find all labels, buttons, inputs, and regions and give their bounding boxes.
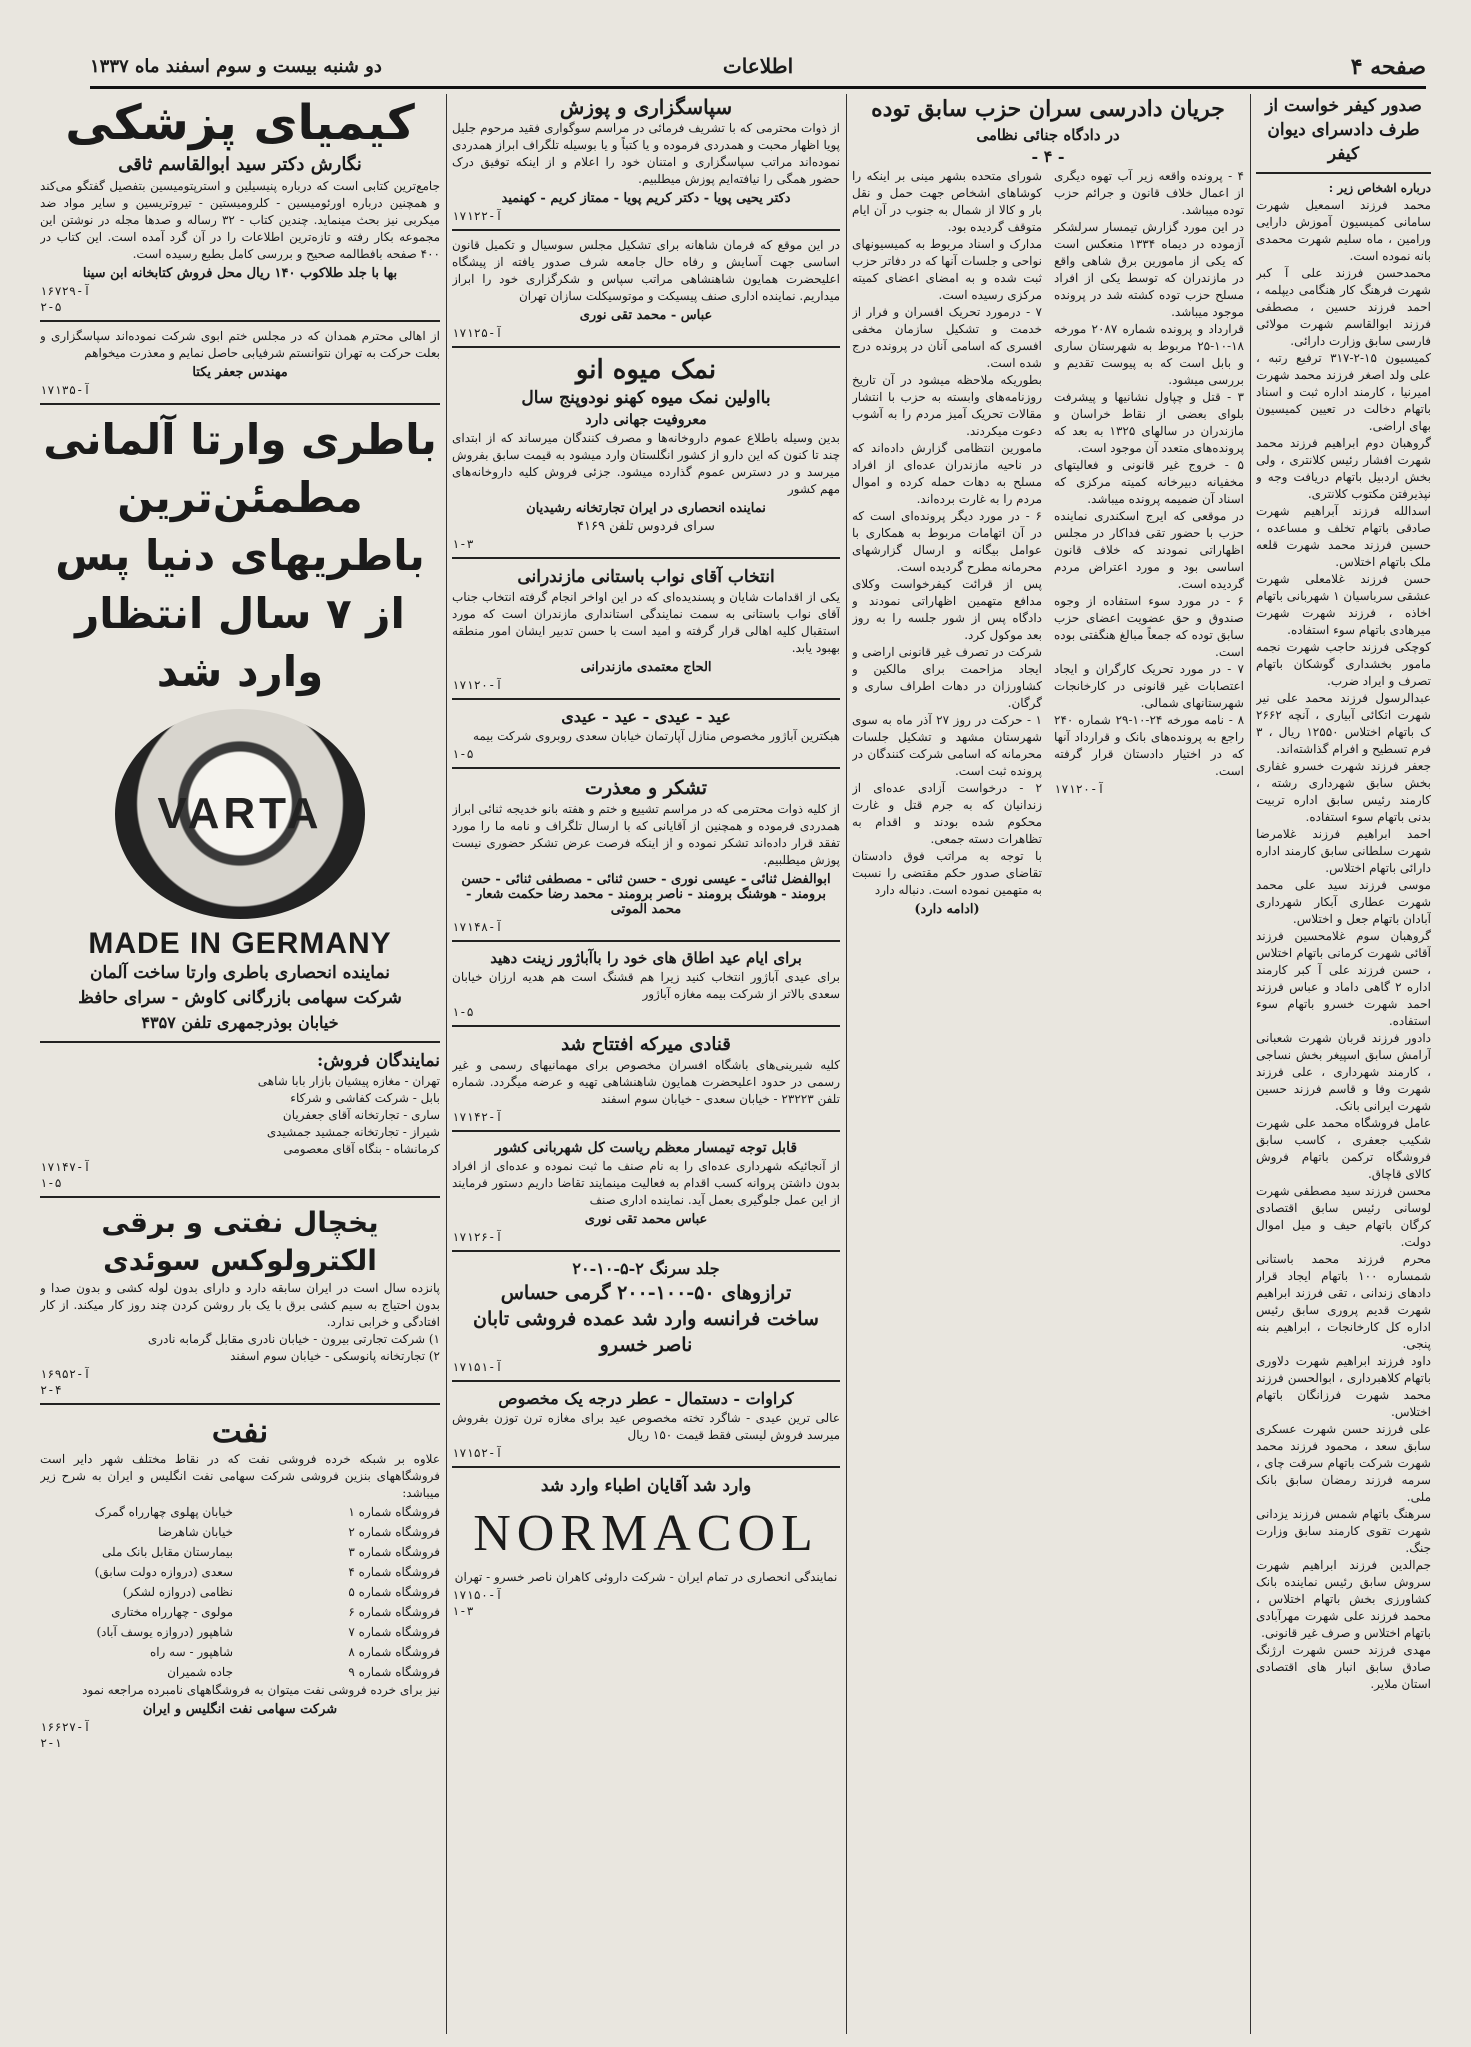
ad-code: ۱۷۱۳۵-آ (40, 383, 91, 397)
ad-code: ۲-۵ (40, 300, 62, 314)
station-location: شاهپور (دروازه یوسف آباد) (96, 1625, 233, 1639)
ad-code: ۱-۵ (40, 1176, 62, 1190)
ad-gratitude-apology (452, 94, 840, 223)
paragraph: در موقعی که ایرج اسکندری نماینده حزب با حضور تقی فداکار در مجلس اظهاراتی نمودند که خلاف قانون اساسی بود و مورد اعتراض مردم گردیده است. (1054, 509, 1244, 591)
station-name: فروشگاه شماره ۸ (348, 1645, 440, 1659)
ad-tagline: معروفیت جهانی دارد (585, 412, 707, 428)
ad-signature: مهندس جعفر یکتا (192, 365, 288, 380)
column-rule (1250, 94, 1251, 2034)
station-name: فروشگاه شماره ۱ (348, 1505, 440, 1519)
ad-signature: نماینده انحصاری در ایران تجارتخانه رشیدیان (526, 501, 766, 516)
station-location: جاده شمیران (167, 1665, 233, 1679)
ad-varta-battery (40, 411, 440, 1035)
ad-title: برای ایام عید اطاق های خود را باآباژور زینت دهید (490, 949, 802, 967)
ad-signature: عباس - محمد تقی نوری (579, 308, 713, 323)
ad-electrolux-fridge (40, 1204, 440, 1397)
ad-text: برای عیدی آباژور انتخاب کنید زیرا هم قشنگ است هم هدیه ارزان خیابان سعدی بالاتر از شرکت بیمه مغازه آباژور (452, 970, 840, 1001)
newspaper-title: اطلاعات (722, 54, 794, 78)
ad-address: سرای فردوس تلفن ۴۱۶۹ (577, 519, 715, 534)
paragraph: مامورین انتظامی گزارش داده‌اند که در ناحیه مازندران عده‌ای از افراد مسلح به دهات حمله کرده و اموال مردم را به غارت برده‌اند. (852, 441, 1042, 506)
ad-code: ۱۶۹۵۲-آ (40, 1367, 91, 1381)
ad-signature: عباس محمد تقی نوری (584, 1212, 708, 1227)
trial-headline: جریان دادرسی سران حزب سابق توده (871, 96, 1225, 122)
ad-text: جامع‌ترین کتابی است که درباره پنیسیلین و استرپتومیسین بتفصیل گفتگو می‌کند و همچنین درباره اورئومیسین - کلرومیستین - تیروتریسین و سایر مواد ضد میکربی نیز بحث مینماید. چندین کتاب - ۳۲ رساله و صدها مجله در نوشتن این مجموعه بکار رفته و تازه‌ترین اطلاعات را در آن گرد آمده است. این کتاب در ۴۰۰ صفحه بافطالمه صحیح و بررسی کامل بطبع رسیده است. (40, 179, 440, 261)
ad-confectionery (452, 1033, 840, 1124)
ad-text: از کلیه ذوات محترمی که در مراسم تشییع و ختم و هفته بانو خدیجه ثنائی ابراز همدردی فرموده و همچنین از آقایانی که با ارسال تلگراف و نامه ما را مورد تفقد قرار داده‌اند تشکر نموده و از اینکه فرصت عرض تشکر حضوری نیست پوزش میطلبیم. (452, 802, 840, 867)
ad-signature: دکتر یحیی پویا - دکتر کریم پویا - ممتاز کریم - کهنمید (501, 191, 791, 206)
paragraph: گروهبان دوم ابراهیم فرزند محمد شهرت افشار رئیس کلانتری ، ولی بخش اردبیل باتهام دریافت وجه و نپذیرفتن مکتوب کلانتری. (1256, 436, 1431, 501)
paragraph: بطوریکه ملاحظه میشود در آن تاریخ روزنامه‌های وابسته به حزب با انتشار مقالات تحریک آمیز مردم را به آشوب دعوت میکردند. (852, 373, 1042, 438)
paragraph: کوچکی فرزند حاجب شهرت نجمه مامور بخشداری گوشکان باتهام تصرف و ایراد ضرب. (1256, 640, 1431, 688)
ad-author: نگارش دکتر سید ابوالقاسم ثاقی (118, 154, 362, 175)
ad-line: نماینده انحصاری باطری وارتا ساخت آلمان (89, 963, 391, 983)
station-location: شاهپور - سه راه (149, 1645, 233, 1659)
station-location: خیابان پهلوی چهارراه گمرک (94, 1505, 233, 1519)
ad-text: یکی از اقدامات شایان و پسندیده‌ای که در این اواخر انجام گرفته انتخاب جناب آقای نواب باستانی به سمت نمایندگی استانداری مازندران است که مورد استقبال کلیه اهالی قرار گرفته و امید است با حسن تدبیر ایشان امور منطقه بهبود یابد. (452, 590, 840, 655)
ad-code: ۱۷۱۵۱-آ (452, 1360, 503, 1374)
column-classifieds (452, 94, 840, 2034)
ad-code: ۱۷۱۵۰-آ (452, 1588, 503, 1602)
trial-subcolumn-right (1054, 168, 1244, 920)
ad-title: نمایندگان فروش: (317, 1051, 440, 1071)
paragraph: ۷ - درمورد تحریک افسران و فرار از خدمت و تشکیل سازمان مخفی افسری که اسامی آنان در پرونده درج شده است. (852, 305, 1042, 370)
paragraph: ۲ - درخواست آزادی عده‌ای از زندانیان که به جرم قتل و غارت محکوم شده بودند و اقدام به تظاهرات دسته جمعی. (852, 781, 1042, 846)
ad-code: ۱۷۱۴۷-آ (40, 1160, 91, 1174)
paragraph: ۱ - حرکت در روز ۲۷ آذر ماه به سوی شهرستان مشهد و تشکیل جلسات محرمانه که اسامی شرکت کنندگان در پرونده ثبت است. (852, 713, 1042, 778)
ad-code: ۱۷۱۲۰-آ (452, 678, 503, 692)
paragraph: احمد ابراهیم فرزند غلامرضا شهرت سلطانی سابق کارمند اداره دارائی باتهام اختلاس. (1256, 827, 1431, 875)
ad-code: ۱۷۱۲۶-آ (452, 1230, 503, 1244)
ad-text: هبکترین آباژور مخصوص منازل آپارتمان خیابان سعدی روبروی شرکت بیمه (473, 729, 840, 743)
paragraph: محمدحسن فرزند علی آ کبر شهرت فرهنگ کار هنگامی دیپلمه ، احمد فرزند حسین ، مصطفی فرزند ابوالقاسم شهرت مولائی فارسی سابق وزارت دارائی. (1256, 266, 1431, 348)
list-item: بابل - شرکت کفاشی و شرکاء (290, 1091, 440, 1105)
ad-title: وارد شد آقایان اطباء وارد شد (540, 1476, 752, 1496)
ad-note: نیز برای خرده فروشی نفت میتوان به فروشگاههای نامبرده مراجعه نمود (82, 1683, 440, 1697)
column-rule (446, 94, 447, 2034)
ad-signature: ابوالفضل ثنائی - عیسی نوری - حسن ثنائی - مصطفی ثنائی - حسن برومند - هوشنگ برومند - ناصر برومند - محمد رضا حکمت شعار - محمد الموتی (461, 872, 831, 917)
ad-text: پانزده سال است در ایران سابقه دارد و دارای بدون لوله کشی و بدون صدا و بدون احتیاج به سیم کشی برق با یک بار روشن کردن چند روز کار میکند. از کار افتادگی و خرابی ندارد. (40, 1281, 440, 1329)
ad-election-mazandaran (452, 565, 840, 692)
trial-part-number: - ۴ - (1031, 147, 1065, 166)
ad-title: کراوات - دستمال - عطر درجه یک مخصوص (498, 1389, 794, 1408)
ad-title: قنادی میرکه افتتاح شد (561, 1034, 731, 1055)
ad-medical-chemistry-book (40, 94, 440, 314)
ad-title: نفت (211, 1412, 269, 1450)
station-name: فروشگاه شماره ۴ (348, 1565, 440, 1579)
paragraph: ۵ - خروج غیر قانونی و فعالیتهای مخفیانه دبیرخانه کمیته مرکزی که اسناد آن ضمیمه پرونده میباشد. (1054, 458, 1244, 506)
ad-text: از ذوات محترمی که با تشریف فرمائی در مراسم سوگواری فقید مرحوم جلیل پویا اظهار محبت و همدردی فرموده و یا کتباً و یا بوسیله تلگراف ابراز همدردی نموده‌اند مراتب سپاسگزاری و امتنان خود را اعلام و از اینکه توفیق درک حضور همگی را نیافته‌ایم پوزش میطلبیم. (452, 121, 840, 186)
station-name: فروشگاه شماره ۵ (348, 1585, 440, 1599)
paragraph: ۶ - در مورد سوء استفاده از وجوه صندوق و حق عضویت اعضای حزب سابق توده که جمعاً مبالغ هنگفتی بوده است. (1054, 594, 1244, 659)
column-trial-article (852, 94, 1244, 2034)
ad-police-notice (452, 1138, 840, 1244)
ad-sales-agents (40, 1049, 440, 1190)
paragraph: با توجه به مراتب فوق دادستان تقاضای صدور حکم مقتضی را نسبت به متهمین نموده است. دنباله دارد (852, 849, 1042, 897)
ad-title: سپاسگزاری و پوزش (559, 95, 733, 119)
paragraph: پس از قرائت کیفرخواست وکلای مدافع متهمین اظهاراتی نمودند و دادگاه پس از شور جلسه را به روز بعد موکول کرد. (852, 577, 1042, 642)
ad-oil-company (40, 1411, 440, 1750)
station-location: نظامی (دروازه لشکر) (122, 1585, 233, 1599)
ad-line: جلد سرنگ ۲-۵-۱۰-۲۰ (572, 1259, 720, 1278)
station-name: فروشگاه شماره ۷ (348, 1625, 440, 1639)
list-item: ساری - تجارتخانه آقای جعفریان (282, 1108, 440, 1122)
ad-code: ۲-۱ (40, 1736, 62, 1750)
paragraph: ۸ - نامه مورخه ۲۴-۱۰-۲۹ شماره ۲۴۰ راجع به پرونده‌های بانک و قرارداد آنها که در اختیار دادستان قرار گرفته است. (1054, 713, 1244, 778)
column-indictments (1256, 94, 1431, 2034)
ad-royal-decree-thanks (452, 237, 840, 340)
station-location: خیابان شاهرضا (158, 1525, 233, 1539)
paragraph: کمیسیون ۱۵-۲-۳۱۷ ترفیع رتبه ، علی ولد اصغر فرزند محمد شهرت امیرنیا ، کارمند اداره ثبت و اسناد باتهام دخالت در تعیین کمیسیون بهای اراضی. (1256, 351, 1431, 433)
paragraph: قرارداد و پرونده شماره ۲۰۸۷ مورخه ۱۸-۱۰-۲۵ مربوط به شهرستان ساری و بابل است که به پیوست تقدیم و بررسی میشود. (1054, 322, 1244, 387)
ad-line: ساخت فرانسه وارد شد عمده فروشی تابان (473, 1308, 819, 1330)
column-display-ads (40, 94, 440, 2034)
paragraph: محرم فرزند محمد باستانی شمساره ۱۰۰ باتهام ایجاد قرار دادهای زندانی ، تقی فرزند ابراهیم شهرت قدیم پروری سابق رئیس اداره کل کارخانجات ، ابراهیم بنه پنجی. (1256, 1252, 1431, 1351)
list-item: کرمانشاه - بنگاه آقای معصومی (283, 1142, 440, 1156)
ad-address: نمایندگی انحصاری در تمام ایران - شرکت داروئی کاهران ناصر خسرو - تهران (454, 1570, 838, 1584)
list-item: شیراز - تجارتخانه جمشید جمشیدی (266, 1125, 440, 1139)
ad-code: ۱۷۱۲۰-آ (1054, 782, 1105, 796)
paragraph: عامل فروشگاه محمد علی شهرت شکیب جعفری ، کاسب سابق فروشگاه ترکمن باتهام فروش کالای قاچاق. (1256, 1116, 1431, 1181)
ad-code: ۱-۵ (452, 747, 474, 761)
ad-syringes-scales (452, 1258, 840, 1374)
paragraph: گروهبان سوم غلامحسین فرزند آقائی شهرت کرمانی باتهام اختلاس ، حسن فرزند علی آ کبر کارمند اداره ۲ گاهی داماد و عباس فرزند احمد شهرت خسرو باتهام سوء استفاده. (1256, 929, 1431, 1028)
continued-note: (ادامه دارد) (914, 902, 980, 917)
ad-code: ۱۷۱۲۲-آ (452, 209, 503, 223)
ad-line: ترازوهای ۵۰-۱۰۰-۲۰۰ گرمی حساس (500, 1282, 792, 1304)
ad-signature: الحاج معتمدی مازندرانی (580, 660, 712, 675)
varta-logo: VARTA (157, 789, 323, 838)
ad-line: ناصر خسرو (599, 1334, 693, 1356)
station-name: فروشگاه شماره ۲ (348, 1525, 440, 1539)
ad-text: کلیه شیرینی‌های باشگاه افسران مخصوص برای مهمانیهای رسمی و غیر رسمی در حدود اعلیحضرت همایون شاهنشاهی تهیه و عرضه میگردد. شماره تلفن ۲۳۲۲۳ - خیابان سعدی - خیابان سوم اسفند (452, 1058, 840, 1106)
ad-text: در این موقع که فرمان شاهانه برای تشکیل مجلس سوسیال و تکمیل قانون اساسی جهت آسایش و رفاه حال جامعه شرف صدور یافته از پیشگاه اعلیحضرت همایون شاهنشاهی مراتب سپاس و شکرگزاری خود را ابراز میداریم. نماینده اداری صنف پیسیکت و موتوسیکلت سازان تهران (452, 238, 840, 303)
ad-lampshade (452, 948, 840, 1019)
paragraph: ۴ - پرونده واقعه زیر آب تهوه دیگری از اعمال خلاف قانون و جرائم حزب توده میباشد. (1054, 169, 1244, 217)
station-location: سعدی (دروازه دولت سابق) (94, 1565, 233, 1579)
paragraph: سرهنگ باتهام شمس فرزند یزدانی شهرت تقوی کارمند سابق وزارت جنگ. (1256, 1507, 1431, 1555)
ad-address: ۱) شرکت تجارتی بیرون - خیابان نادری مقابل گرمابه نادری (147, 1332, 440, 1346)
paragraph: ۷ - در مورد تحریک کارگران و ایجاد اعتصابات غیر قانونی در کارخانجات شهرستانهای شمالی. (1054, 662, 1244, 710)
masthead (90, 48, 1426, 89)
varta-headline: باطری وارتا آلمانی مطمئن‌ترین باطریهای دنیا پس از ۷ سال انتظار وارد شد (43, 415, 437, 696)
station-list (40, 1502, 440, 1682)
ad-title: تشکر و معذرت (585, 777, 707, 799)
ad-text: علاوه بر شبکه خرده فروشی نفت که در نقاط مختلف شهر دایر است فروشگاههای بنزین فروشی شرکت سهامی نفت انگلیس و ایران به شرح زیر میباشد: (40, 1452, 440, 1500)
paragraph: علی فرزند حسن شهرت عسکری سابق سعد ، محمود فرزند محمد شهرت شرکت باتهام سرقت چای ، سرمه فرزند رمضان سابق بانک ملی. (1256, 1422, 1431, 1504)
paragraph: داود فرزند ابراهیم شهرت دلاوری باتهام کلاهبرداری ، ابوالحسن فرزند محمد شهرت فرزانگان باتهام اختلاس. (1256, 1354, 1431, 1419)
paragraph: دادور فرزند قربان شهرت شعبانی آرامش سابق اسپیغر بخش نساجی ، کارمند شهرداری ، علی فرزند شهرت وفا و قاسم فرزند حسین شهرت ایرانی بانک. (1256, 1031, 1431, 1113)
ad-title: انتخاب آقای نواب باستانی مازندرانی (517, 567, 775, 587)
paragraph: شورای متحده بشهر مینی بر اینکه را کوشاهای اشخاص جهت حمل و نقل بار و کالا از شمال به جنوب در آن ایام متوقف گردیده بود. (852, 169, 1042, 234)
ad-text: از آنجائیکه شهرداری عده‌ای را به نام صنف ما ثبت نموده و عده‌ای از افراد بدون داشتن پروانه کسب اقدام به فعالیت مینمایند تقاضا داریم دستور فرمایند از این عمل جلوگیری بعمل آید. نماینده اداری صنف (452, 1159, 840, 1207)
station-location: بیمارستان مقابل بانک ملی (102, 1545, 233, 1559)
ad-eno-fruit-salt (452, 354, 840, 551)
made-in-germany-label: MADE IN GERMANY (88, 927, 392, 960)
ad-normacol (452, 1474, 840, 1618)
page-number: صفحه ۴ (1350, 54, 1426, 80)
ad-ties-perfume (452, 1388, 840, 1460)
paragraph: مهدی فرزند حسن شهرت ارژنگ صادق سابق انبار های اقتصادی استان ملایر. (1256, 1643, 1431, 1691)
ad-code: ۱۷۱۴۲-آ (452, 1110, 503, 1124)
ad-code: ۲-۴ (40, 1383, 62, 1397)
ad-line: شرکت سهامی بازرگانی کاوش - سرای حافظ (78, 988, 402, 1008)
trial-subtitle: در دادگاه جنائی نظامی (976, 126, 1120, 144)
paragraph: جعفر فرزند شهرت خسرو غفاری بخش سابق شهرداری رشته ، کارمند رئیس سابق اداره تربیت بدنی باتهام سوء استفاده. (1256, 759, 1431, 824)
ad-signature: شرکت سهامی نفت انگلیس و ایران (142, 1702, 338, 1717)
ad-subtitle: بااولین نمک میوه کهنو نودوپنج سال (521, 388, 771, 408)
list-item: تهران - مغازه پیشیان بازار بابا شاهی (257, 1074, 440, 1088)
paragraph: در این مورد گزارش تیمسار سرلشکر آزموده در دیماه ۱۳۳۴ منعکس است که یکی از مامورین برق شاهی واقع در مازندران که توسط یکی از افراد مسلح حزب توده کشته شد در پرونده موجود میباشد. (1054, 220, 1244, 319)
ad-eid-gifts (452, 706, 840, 761)
ad-code: ۱۷۱۵۲-آ (452, 1446, 503, 1460)
ad-price: بها با جلد طلاکوب ۱۴۰ ریال محل فروش کتابخانه ابن سینا (82, 266, 398, 281)
paragraph: جم‌الدین فرزند ابراهیم شهرت سروش سابق رئیس نماینده بانک کشاورزی بخش باتهام اختلاس ، محمد فرزند علی شهرت مهرآبادی باتهام اختلاس و صرف غیر قانونی. (1256, 1558, 1431, 1640)
ad-thanks-apology (452, 775, 840, 934)
ad-code: ۱۶۷۲۹-آ (40, 284, 91, 298)
ad-code: ۱۷۱۲۵-آ (452, 326, 503, 340)
ad-code: ۱-۳ (452, 1604, 474, 1618)
ad-code: ۱-۵ (452, 1005, 474, 1019)
paragraph: موسی فرزند سید علی محمد شهرت عطاری آبکار شهرداری آبادان باتهام جعل و اختلاس. (1256, 878, 1431, 926)
ad-address: ۲) تجارتخانه پانوسکی - خیابان سوم اسفند (230, 1349, 440, 1363)
paragraph: محسن فرزند سید مصطفی شهرت لوسانی رئیس سابق اقتصادی کرگان باتهام حیف و میل اموال دولت. (1256, 1184, 1431, 1249)
indictment-intro: درباره اشخاص زیر : (1328, 181, 1431, 195)
column-rule (846, 94, 847, 2034)
ad-line: خیابان بوذرجمهری تلفن ۴۳۵۷ (141, 1013, 339, 1032)
paragraph: شرکت در تصرف غیر قانونی اراضی و ایجاد مزاحمت برای مالکین و کشاورزان در دهات اطراف ساری و گرگان. (852, 645, 1042, 710)
station-name: فروشگاه شماره ۳ (348, 1545, 440, 1559)
ad-code: ۱-۳ (452, 537, 474, 551)
ad-title: عید - عیدی - عید - عیدی (561, 707, 731, 726)
paragraph: عبدالرسول فرزند محمد علی نیر شهرت اتکائی آبیاری ، آنچه ۲۶۶۲ ک باتهام اختلاس ۱۲۵۵۰ ریال ، ۳ فرم تسطیح و افرام گذاشته‌اند. (1256, 691, 1431, 756)
ad-hamadan-thanks (40, 328, 440, 397)
varta-battery-image (115, 709, 365, 919)
ad-title: یخچال نفتی و برقی الکترولوکس سوئدی (101, 1206, 379, 1277)
paragraph: ۶ - در مورد دیگر پرونده‌ای است که در آن اتهامات مربوط به همکاری با عوامل بیگانه و ارسال گزارشهای محرمانه مطرح گردیده است. (852, 509, 1042, 574)
ad-code: ۱۷۱۴۸-آ (452, 920, 503, 934)
ad-code: ۱۶۶۲۷-آ (40, 1720, 91, 1734)
ad-title: نمک میوه انو (575, 355, 717, 385)
paragraph: اسدالله فرزند آبراهیم شهرت صادقی باتهام تخلف و مساعده ، حسین فرزند محمد شهرت قلعه ملک باتهام اختلاس. (1256, 504, 1431, 569)
paragraph: محمد فرزند اسمعیل شهرت سامانی کمیسیون آموزش دارایی ورامین ، ماه سلیم شهرت محمدی بانه نموده است. (1256, 198, 1431, 263)
paragraph: ۳ - قتل و چپاول نشانیها و پیشرفت بلوای بعضی از نقاط خراسان و مازندران در سالهای ۱۳۲۵ به بعد که پرونده‌های متعدد آن موجود است. (1054, 390, 1244, 455)
paragraph: مدارک و اسناد مربوط به کمیسیونهای نواحی و جلسات آنها که در دفاتر حزب ثبت شده و به امضای اعضای کمیته مرکزی رسیده است. (852, 237, 1042, 302)
station-name: فروشگاه شماره ۹ (348, 1665, 440, 1679)
ad-text: عالی ترین عیدی - شاگرد تخته مخصوص عید برای مغازه ترن توزن بفروش میرسد فروش لیستی فقط قیمت ۱۵۰ ریال (452, 1411, 840, 1442)
normacol-logo: NORMACOL (473, 1505, 819, 1562)
issue-date: دو شنبه بیست و سوم اسفند ماه ۱۳۳۷ (90, 56, 382, 77)
trial-subcolumn-left (852, 168, 1042, 920)
ad-title: کیمیای پزشکی (65, 95, 415, 151)
station-location: مولوی - چهارراه مختاری (111, 1605, 233, 1619)
paragraph: حسن فرزند غلامعلی شهرت عشقی سرباسیان ۱ شهربانی باتهام اخاذه ، فرزند شهرت شهرت میرهادی باتهام سوء استفاده. (1256, 572, 1431, 637)
ad-text: از اهالی محترم همدان که در مجلس ختم ابوی شرکت نموده‌اند سپاسگزاری و بعلت حرکت به تهران نتوانستم شرفیابی حاصل نمایم و معذرت میخواهم (40, 329, 440, 360)
indictment-headline: صدور کیفر خواست از طرف دادسرای دیوان کیفر (1265, 96, 1422, 164)
ad-text: بدین وسیله باطلاع عموم داروخانه‌ها و مصرف کنندگان میرساند که از ابتدای چند تا کنون که این دارو از کشور انگلستان وارد میشود به قیمت سابق بفروش میرسد و در دسترس عموم گذارده میشود. جزئی فروش کلیه داروخانه‌های مهم کشور (452, 431, 840, 496)
station-name: فروشگاه شماره ۶ (348, 1605, 440, 1619)
ad-title: قابل توجه تیمسار معظم ریاست کل شهربانی کشور (494, 1140, 798, 1156)
